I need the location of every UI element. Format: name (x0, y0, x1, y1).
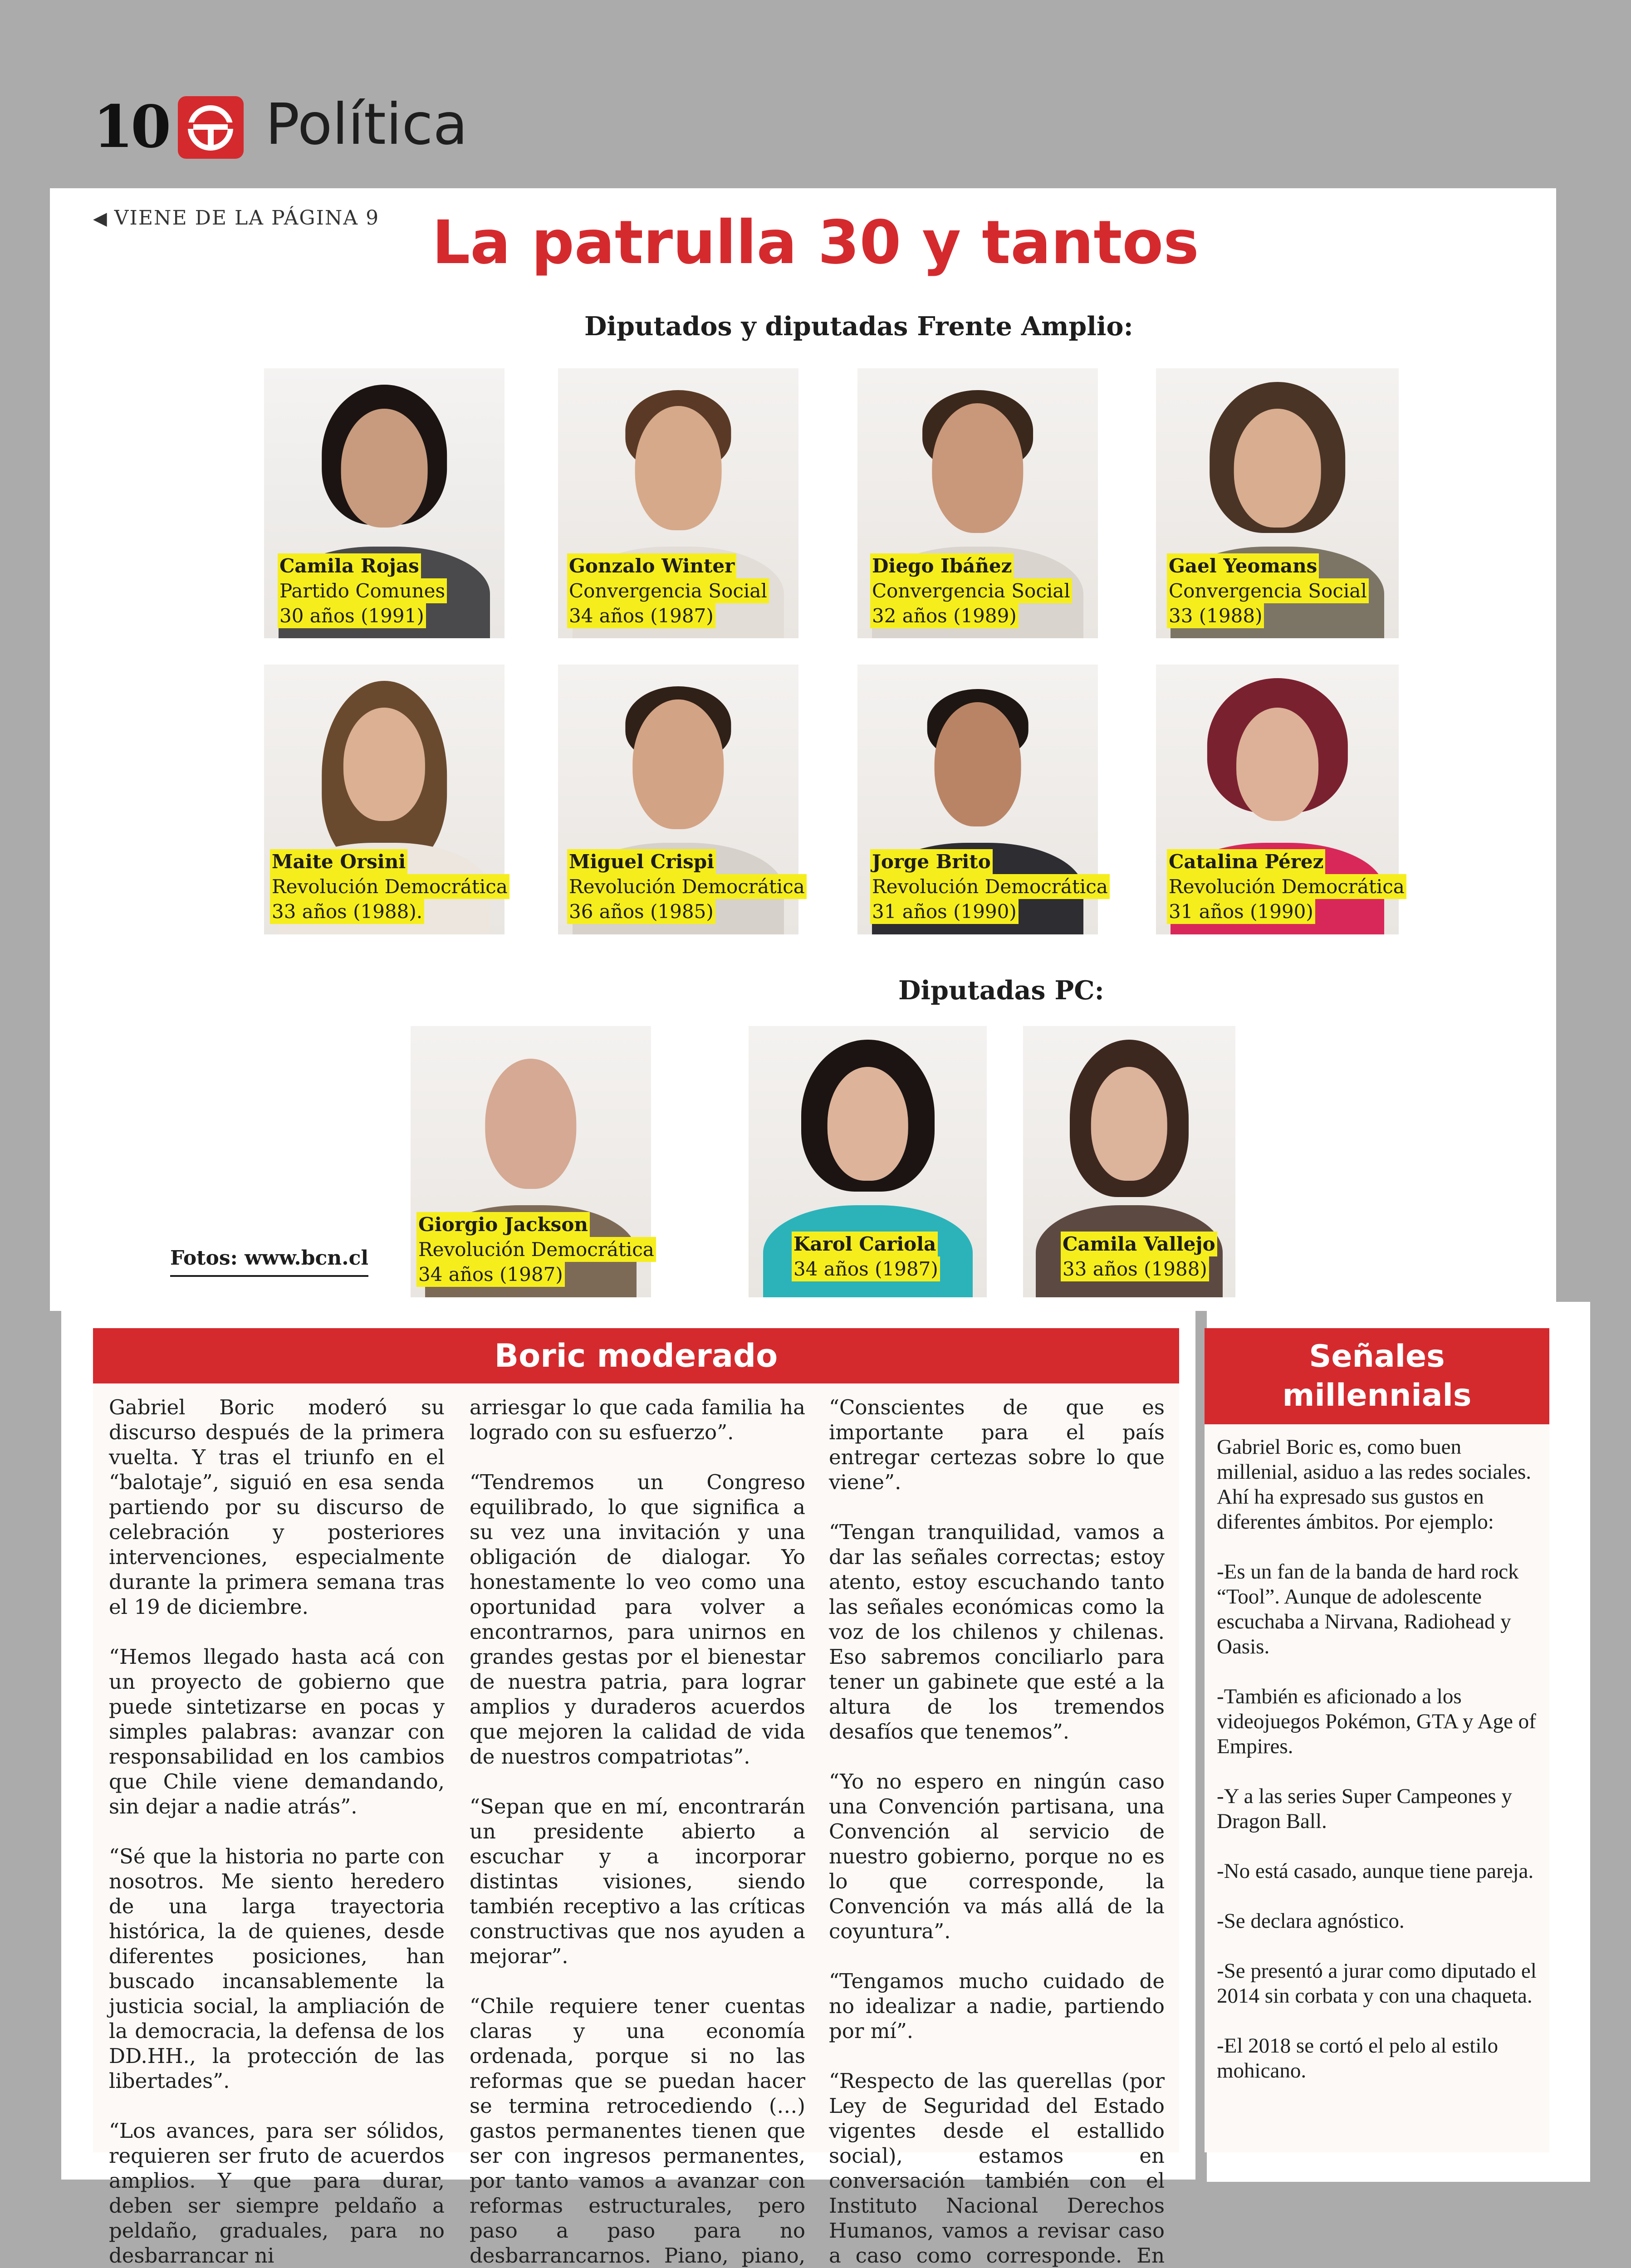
article-paragraph: “Chile requiere tener cuentas claras y una economía ordenada, porque si no las reformas que se puedan hacer se termina retrocediendo (…) gastos permanentes tienen que ser con ingresos permanentes, por tanto vamos a avanzar con reformas estructurales, pero paso a paso para no desbarrancarnos. Piano, piano, (470, 1994, 805, 2268)
page-number: 10 (93, 93, 169, 161)
article-title: Boric moderado (93, 1328, 1179, 1383)
sidebar-paragraph: Gabriel Boric es, como buen millenial, asiduo a las redes sociales. Ahí ha expresado sus gustos en diferentes ámbitos. Por ejemplo: (1217, 1435, 1532, 1534)
newspaper-logo-icon (178, 96, 244, 159)
article-paragraph: “Conscientes de que es importante para el país entregar certezas sobre lo que viene”. (829, 1395, 1165, 1494)
article-paragraph: “Yo no espero en ningún caso una Convención partisana, una Convención al servicio de nuestro gobierno, porque no es lo que corresponde, la Convención va más allá de la coyuntura”. (829, 1769, 1165, 1943)
deputy-caption: Camila Rojas Partido Comunes 30 años (1991) (278, 553, 447, 628)
subhead-pc: Diputadas PC: (898, 975, 1104, 1006)
deputy-caption: Giorgio Jackson Revolución Democrática 34 años (1987) (416, 1212, 656, 1287)
sidebar-title-line1: Señales (1309, 1339, 1445, 1374)
article-paragraph: “Respecto de las querellas (por Ley de Seguridad del Estado vigentes desde el estallido social), estamos en conversación también con el Instituto Nacional Derechos Humanos, vamos a revisar caso a caso como corresponde. En (829, 2069, 1165, 2268)
article-paragraph: “Los avances, para ser sólidos, requieren ser fruto de acuerdos amplios. Y que para durar, deben ser siempre peldaño a peldaño, graduales, para no desbarrancar ni (109, 2119, 445, 2268)
subhead-frente-amplio: Diputados y diputadas Frente Amplio: (584, 311, 1133, 342)
deputy-caption: Miguel Crispi Revolución Democrática 36 años (1985) (567, 849, 807, 924)
deputy-caption: Karol Cariola 34 años (1987) (792, 1232, 940, 1281)
sidebar-paragraph: -También es aficionado a los videojuegos Pokémon, GTA y Age of Empires. (1217, 1685, 1536, 1758)
deputy-caption: Diego Ibáñez Convergencia Social 32 años (1989) (870, 553, 1072, 628)
sidebar-paragraph: -Se declara agnóstico. (1217, 1909, 1405, 1933)
sidebar-title (1205, 1328, 1549, 1424)
sidebar-paragraph: -El 2018 se cortó el pelo al estilo mohicano. (1217, 2034, 1498, 2082)
article-paragraph: “Hemos llegado hasta acá con un proyecto de gobierno que puede sintetizarse en pocas y simples palabras: avanzar con responsabilidad en los cambios que Chile viene demandando, sin dejar a nadie atrás”. (109, 1645, 445, 1818)
sidebar-paragraph: -Es un fan de la banda de hard rock “Tool”. Aunque de adolescente escuchaba a Nirvana, Radiohead y Oasis. (1217, 1560, 1519, 1658)
article-paragraph: “Tengan tranquilidad, vamos a dar las señales correctas; estoy atento, estoy escuchando tanto las señales económicas como la voz de los chilenos y chilenas. Eso sabremos conciliarlo para tener un gabinete que esté a la altura de los tremendos desafíos que tenemos”. (829, 1520, 1165, 1744)
article-paragraph: arriesgar lo que cada familia ha logrado con su esfuerzo”. (470, 1395, 805, 1444)
article-column-3 (829, 1395, 1165, 2268)
article-paragraph: “Tendremos un Congreso equilibrado, lo que significa a su vez una invitación y una obligación de dialogar. Yo honestamente lo veo como una oportunidad para volver a encontrarnos, para unirnos en grandes gestas por el bienestar de nuestra patria, para lograr amplios y duraderos acuerdos que mejoren la calidad de vida de nuestros compatriotas”. (470, 1470, 805, 1769)
article-paragraph: “Tengamos mucho cuidado de no idealizar a nadie, partiendo por mí”. (829, 1969, 1165, 2043)
deputy-caption: Camila Vallejo 33 años (1988) (1061, 1232, 1217, 1281)
deputy-caption: Gael Yeomans Convergencia Social 33 (1988) (1167, 553, 1369, 628)
deputy-caption: Gonzalo Winter Convergencia Social 34 años (1987) (567, 553, 769, 628)
sidebar-text (1217, 1435, 1543, 2108)
deputy-caption: Jorge Brito Revolución Democrática 31 años (1990) (870, 849, 1110, 924)
triangle-left-icon: ◀ (93, 208, 108, 229)
article-paragraph: Gabriel Boric moderó su discurso después de la primera vuelta. Y tras el triunfo en el “balotaje”, siguió en esa senda partiendo por su discurso de celebración y posteriores intervenciones, especialmente durante la primera semana tras el 19 de diciembre. (109, 1395, 445, 1619)
sidebar-paragraph: -Y a las series Super Campeones y Dragon Ball. (1217, 1784, 1512, 1833)
continued-from-text: VIENE DE LA PÁGINA 9 (114, 206, 380, 230)
photo-credit: Fotos: www.bcn.cl (170, 1246, 368, 1277)
article-column-2 (470, 1395, 805, 2268)
sidebar-paragraph: -Se presentó a jurar como diputado el 2014 sin corbata y con una chaqueta. (1217, 1959, 1537, 2008)
article-paragraph: “Sé que la historia no parte con nosotros. Me siento heredero de una larga trayectoria histórica, la de quienes, desde diferentes posiciones, han buscado incansablemente la justicia social, la ampliación de la democracia, la defensa de los DD.HH., la protección de las libertades”. (109, 1844, 445, 2093)
section-name: Política (265, 92, 468, 157)
deputy-caption: Catalina Pérez Revolución Democrática 31 años (1990) (1167, 849, 1406, 924)
sidebar-paragraph: -No está casado, aunque tiene pareja. (1217, 1859, 1534, 1883)
deputy-caption: Maite Orsini Revolución Democrática 33 años (1988). (270, 849, 509, 924)
article-paragraph: “Sepan que en mí, encontrarán un presidente abierto a escuchar y a incorporar distintas visiones, siendo también receptivo a las críticas constructivas que nos ayuden a mejorar”. (470, 1794, 805, 1968)
sidebar-title-line2: millennials (1282, 1378, 1472, 1413)
article-column-1 (109, 1395, 445, 2268)
headline: La patrulla 30 y tantos (432, 208, 1199, 278)
